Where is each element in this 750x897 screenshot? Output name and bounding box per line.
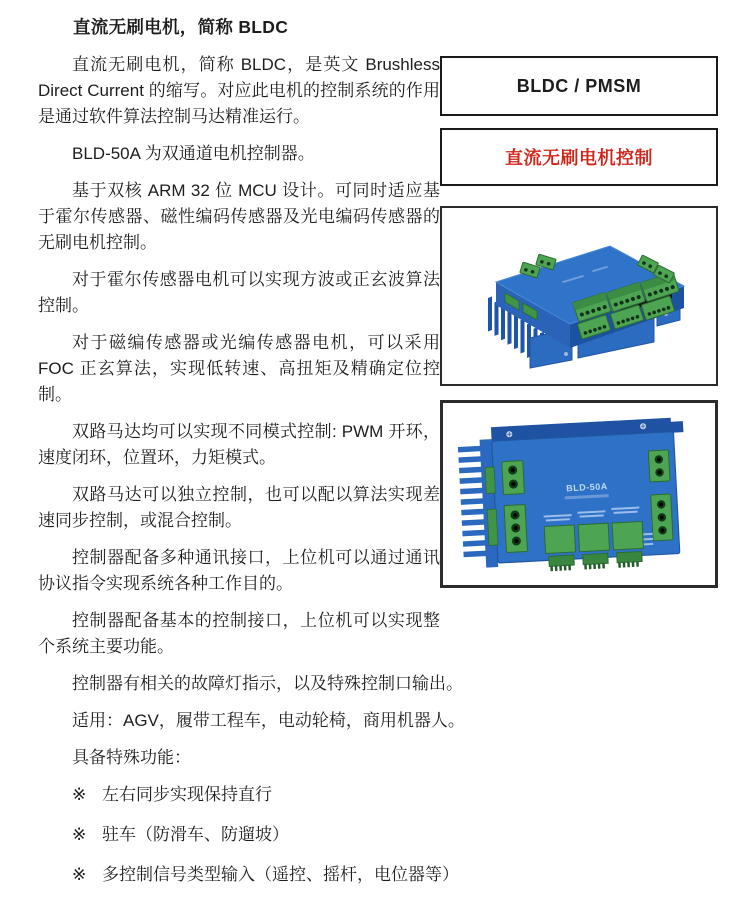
product-photo-frame-top <box>440 206 718 386</box>
paragraph-applications: 适用：AGV，履带工程车，电动轮椅，商用机器人。 <box>72 711 465 730</box>
label-bldc-pmsm: BLDC / PMSM <box>516 75 642 96</box>
bullet-text: 驻车（防滑车、防遛坡） <box>102 825 289 844</box>
paragraph-dual-control: 双路马达可以独立控制，也可以配以算法实现差速同步控制，或混合控制。 <box>38 485 440 530</box>
text-column <box>38 14 465 897</box>
product-photo-isometric <box>442 208 716 384</box>
device-model-label: BLD-50A <box>565 481 608 494</box>
paragraph-bld50a: BLD-50A 为双通道电机控制器。 <box>72 144 315 163</box>
paragraph-foc: 对于磁编传感器或光编传感器电机，可以采用 FOC 正玄算法，实现低转速、高扭矩及精确定位控制。 <box>38 333 440 404</box>
reference-mark-icon: ※ <box>72 785 87 804</box>
label-box-motor-control <box>440 128 718 186</box>
paragraph-hall: 对于霍尔传感器电机可以实现方波或正玄波算法控制。 <box>38 270 440 315</box>
product-photo-front <box>443 403 709 585</box>
feature-bullet-straight <box>72 782 440 808</box>
bottom-connectors <box>544 521 644 571</box>
feature-bullet-signal-input <box>72 862 459 888</box>
paragraph-comm-ports: 控制器配备多种通讯接口，上位机可以通过通讯协议指令实现系统各种工作目的。 <box>38 548 440 593</box>
label-box-bldc-pmsm <box>440 56 718 116</box>
paragraph-special-heading: 具备特殊功能： <box>72 748 191 767</box>
reference-mark-icon: ※ <box>72 865 87 884</box>
product-photo-frame-front <box>440 400 718 588</box>
paragraph-mcu: 基于双核 ARM 32 位 MCU 设计。可同时适应基于霍尔传感器、磁性编码传感器及光电编码传感器的无刷电机控制。 <box>38 181 440 252</box>
side-column <box>440 56 718 588</box>
paragraph-modes: 双路马达均可以实现不同模式控制: PWM 开环，速度闭环，位置环，力矩模式。 <box>38 422 440 467</box>
reference-mark-icon: ※ <box>72 825 87 844</box>
back-plate-ear <box>667 421 684 433</box>
bullet-text: 左右同步实现保持直行 <box>102 785 272 804</box>
doc-title: 直流无刷电机，简称 BLDC <box>73 17 289 37</box>
paragraph-control-ports: 控制器配备基本的控制接口，上位机可以实现整个系统主要功能。 <box>38 611 440 656</box>
right-terminal-blocks <box>648 450 673 541</box>
feature-bullet-parking <box>72 822 440 848</box>
paragraph-fault-led: 控制器有相关的故障灯指示，以及特殊控制口输出。 <box>72 674 463 693</box>
screw <box>564 352 568 356</box>
bullet-text: 多控制信号类型输入（遥控、摇杆，电位器等） <box>102 865 459 884</box>
paragraph-intro: 直流无刷电机，简称 BLDC，是英文 Brushless Direct Current 的缩写。对应此电机的控制系统的作用是通过软件算法控制马达精准运行。 <box>38 55 440 126</box>
left-terminal-blocks <box>502 461 528 553</box>
label-motor-control: 直流无刷电机控制 <box>505 148 653 168</box>
